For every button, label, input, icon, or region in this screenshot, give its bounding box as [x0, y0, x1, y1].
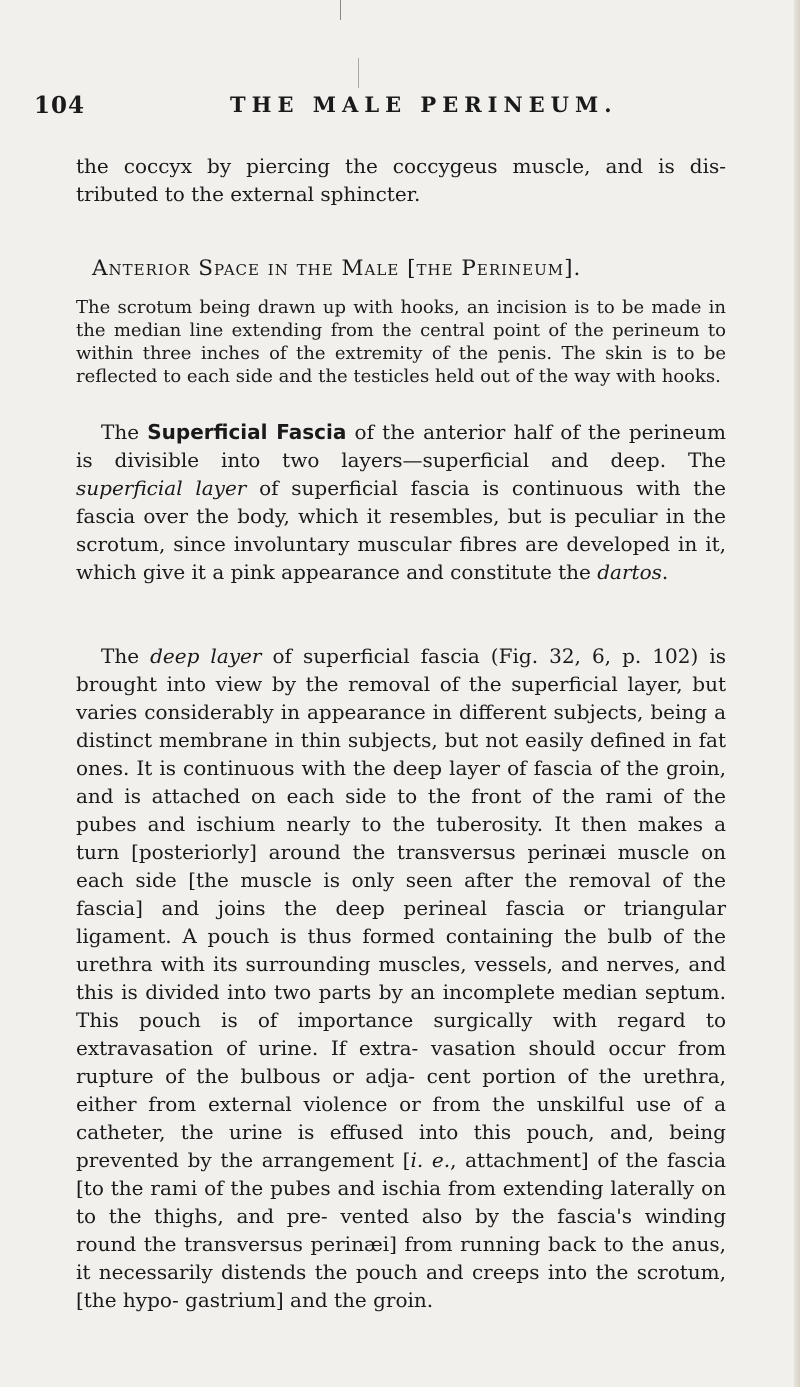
term-superficial-layer: superficial layer — [76, 476, 247, 500]
term-superficial-fascia: Superficial Fascia — [147, 420, 347, 444]
text-run: , attachment] of the fascia [to the rami of the pubes and ischia from extending laterally on to the thighs, and pre- vented also by the fascia's winding round the transversus perinæi] from running back to the anus, it necessarily distends the pouch and creeps into the scrotum, [the hypo- gastrium] and the groin. — [76, 1148, 726, 1312]
page-number: 104 — [34, 92, 86, 119]
text-run: The — [101, 420, 148, 444]
dissection-instructions: The scrotum being drawn up with hooks, an incision is to be made in the median line extending from the central point of the perineum to within three inches of the extremity of the penis. The skin is to be reflected to each side and the testicles held out of the way with hooks. — [76, 297, 726, 387]
text-run: The — [101, 644, 151, 668]
paragraph-deep-layer — [76, 642, 726, 1314]
paragraph-superficial-fascia — [76, 418, 726, 586]
heading-main: Anterior Space in the Male — [92, 256, 400, 281]
page-header — [0, 92, 800, 122]
text-run: of the anterior half of the perineum is divisible into two layers—superficial and deep. The — [76, 420, 726, 472]
page-edge — [794, 0, 800, 1387]
scan-mark — [358, 58, 359, 88]
paragraph-intro: the coccyx by piercing the coccygeus muscle, and is dis- tributed to the external sphincter. — [76, 154, 726, 206]
heading-bracket: [the Perineum]. — [407, 256, 582, 281]
section-heading — [92, 256, 772, 281]
running-head: THE MALE PERINEUM. — [230, 92, 618, 117]
term-deep-layer: deep layer — [150, 644, 262, 668]
term-ie: i. e. — [410, 1148, 451, 1172]
scan-mark — [340, 0, 341, 20]
text-run: of superficial fascia (Fig. 32, 6, p. 102) is brought into view by the removal of the superficial layer, but varies considerably in appearance in different subjects, being a distinct membrane in thin subjects, but not easily defined in fat ones. It is continuous with the deep layer of fascia of the groin, and is attached on each side to the front of the rami of the pubes and ischium nearly to the tuberosity. It then makes a turn [posteriorly] around the transversus perinæi muscle on each side [the muscle is only seen after the removal of the fascia] and joins the deep perineal fascia or triangular ligament. A pouch is thus formed containing the bulb of the urethra with its surrounding muscles, vessels, and nerves, and this is divided into two parts by an incomplete median septum. This pouch is of importance surgically with regard to extravasation of urine. If extra- vasation should occur from rupture of the bulbous or adja- cent portion of the urethra, either from external violence or from the unskilful use of a catheter, the urine is effused into this pouch, and, being prevented by the arrangement [ — [76, 644, 726, 1172]
text-run: . — [661, 560, 669, 584]
text-run: of superficial fascia is continuous with the fascia over the body, which it resembles, but is peculiar in the scrotum, since involuntary muscular fibres are developed in it, which give it a pink appearance and constitute the — [76, 476, 726, 584]
term-dartos: dartos — [597, 560, 662, 584]
